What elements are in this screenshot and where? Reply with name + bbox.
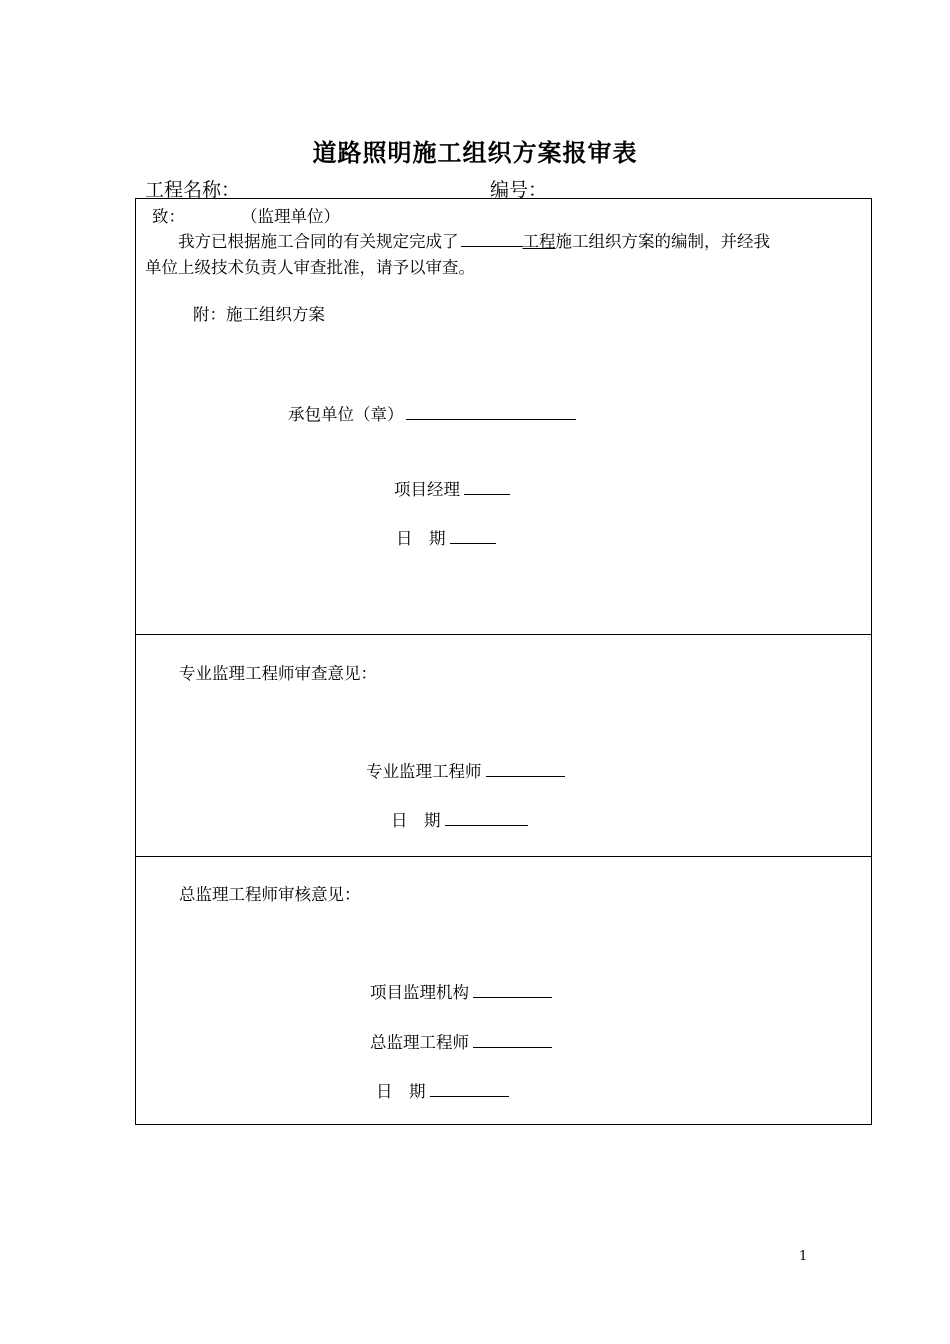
engineer-date-row	[391, 807, 528, 831]
supervision-org-row	[370, 979, 552, 1003]
engineer-blank	[486, 759, 565, 777]
contractor-date-blank	[450, 526, 496, 544]
contractor-label: 承包单位（章）	[288, 405, 404, 424]
attachment-label: 附：施工组织方案	[193, 305, 325, 324]
contractor-seal-row	[288, 401, 576, 425]
statement-text-after: 施工组织方案的编制，并经我	[555, 232, 770, 251]
contractor-date-label: 日 期	[396, 529, 446, 548]
chief-date-label: 日 期	[376, 1082, 426, 1101]
contractor-blank	[406, 402, 576, 420]
project-blank	[461, 229, 523, 247]
serial-number-label: 编号：	[490, 179, 548, 201]
project-name-label: 工程名称：	[145, 179, 241, 201]
project-manager-label: 项目经理	[394, 480, 460, 499]
section-divider-1	[135, 634, 872, 635]
engineer-label: 专业监理工程师	[366, 762, 482, 781]
section-divider-2	[135, 856, 872, 857]
supervision-org-blank	[473, 980, 552, 998]
submission-statement-line1	[178, 228, 770, 252]
engineer-opinion-label: 专业监理工程师审查意见：	[179, 664, 377, 683]
submission-statement-line2: 单位上级技术负责人审查批准，请予以审查。	[145, 258, 475, 277]
engineer-date-label: 日 期	[391, 811, 441, 830]
chief-opinion-label: 总监理工程师审核意见：	[179, 885, 361, 904]
document-title: 道路照明施工组织方案报审表	[312, 138, 638, 167]
chief-date-blank	[430, 1079, 509, 1097]
engineer-signature-row	[366, 758, 565, 782]
project-manager-row	[394, 476, 510, 500]
engineer-date-blank	[445, 808, 528, 826]
statement-underlined-project: 工程	[522, 232, 556, 251]
chief-engineer-row	[370, 1029, 552, 1053]
project-manager-blank	[464, 477, 510, 495]
chief-engineer-blank	[473, 1030, 552, 1048]
statement-text-before: 我方已根据施工合同的有关规定完成了	[178, 232, 459, 251]
to-label: 致：	[152, 207, 185, 226]
chief-date-row	[376, 1078, 509, 1102]
supervision-unit-label: （监理单位）	[241, 207, 340, 226]
contractor-date-row	[396, 525, 496, 549]
page-number: 1	[799, 1249, 808, 1264]
chief-engineer-label: 总监理工程师	[370, 1033, 469, 1052]
supervision-org-label: 项目监理机构	[370, 983, 469, 1002]
